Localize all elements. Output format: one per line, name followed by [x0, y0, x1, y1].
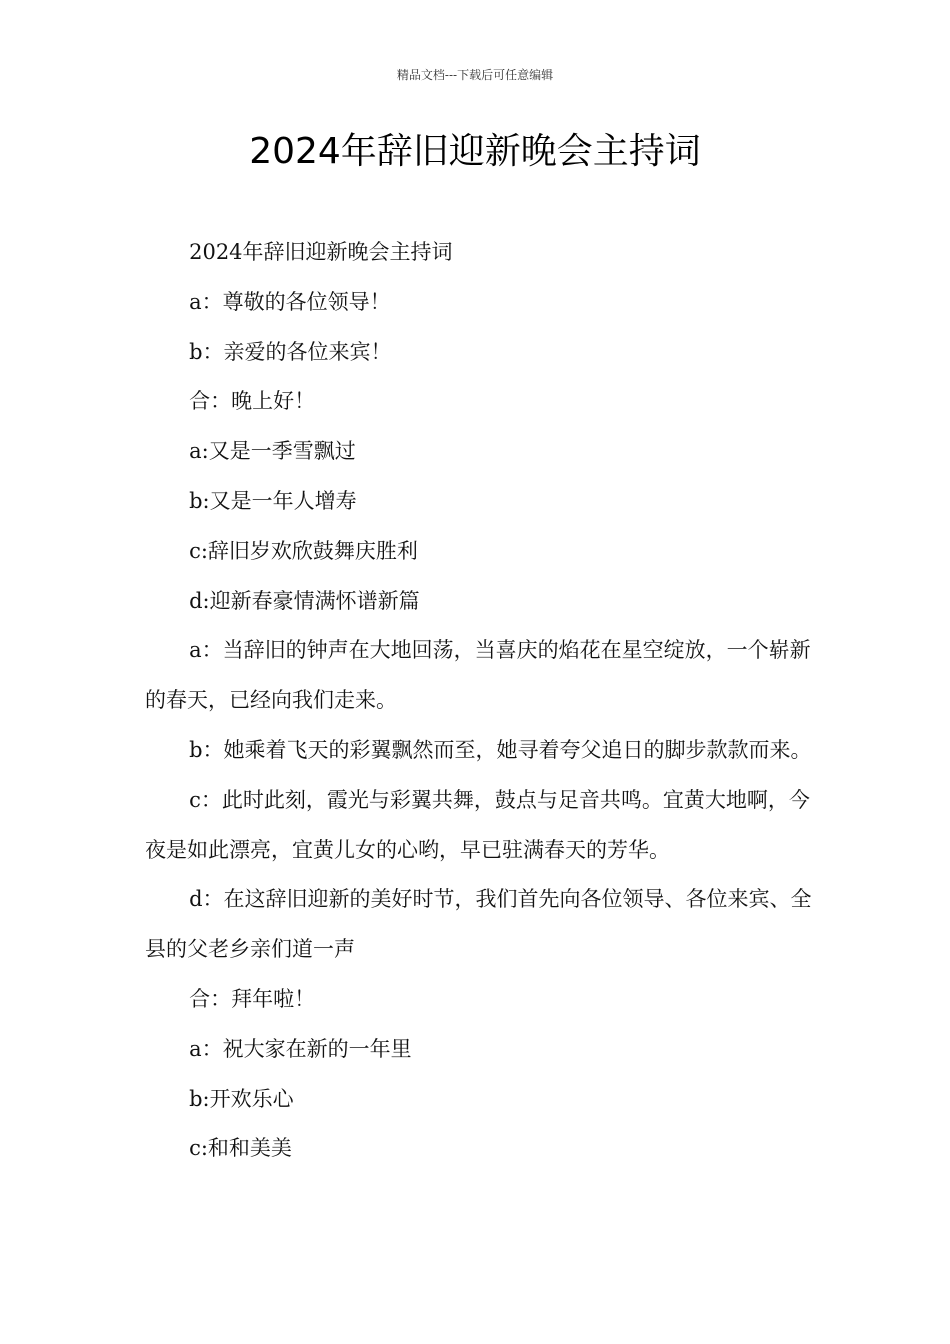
paragraph: a：当辞旧的钟声在大地回荡，当喜庆的焰花在星空绽放，一个崭新的春天，已经向我们走来。 — [145, 638, 811, 713]
paragraph: b:开欢乐心 — [189, 1086, 294, 1111]
paragraph: 2024年辞旧迎新晚会主持词 — [189, 240, 453, 264]
paragraph: 合：拜年啦！ — [189, 986, 316, 1011]
paragraph: a：尊敬的各位领导！ — [189, 289, 391, 314]
paragraph: b:又是一年人增寿 — [189, 488, 357, 513]
document-body — [145, 228, 825, 1174]
paragraph: c:辞旧岁欢欣鼓舞庆胜利 — [189, 538, 418, 563]
paragraph: a：祝大家在新的一年里 — [189, 1036, 412, 1061]
paragraph: d：在这辞旧迎新的美好时节，我们首先向各位领导、各位来宾、全县的父老乡亲们道一声 — [145, 887, 812, 962]
paragraph: d:迎新春豪情满怀谱新篇 — [189, 588, 420, 613]
document-title: 2024年辞旧迎新晚会主持词 — [249, 131, 701, 172]
paragraph: 合：晚上好！ — [189, 389, 316, 414]
paragraph: b：亲爱的各位来宾！ — [189, 339, 392, 364]
paragraph: c：此时此刻，霞光与彩翼共舞，鼓点与足音共鸣。宜黄大地啊，今夜是如此漂亮，宜黄儿女的心哟，早已驻满春天的芳华。 — [145, 787, 810, 862]
paragraph: a:又是一季雪飘过 — [189, 439, 356, 464]
page-header: 精品文档---下载后可任意编辑 — [396, 68, 554, 82]
paragraph: b：她乘着飞天的彩翼飘然而至，她寻着夸父追日的脚步款款而来。 — [189, 737, 812, 762]
paragraph: c:和和美美 — [189, 1136, 292, 1161]
